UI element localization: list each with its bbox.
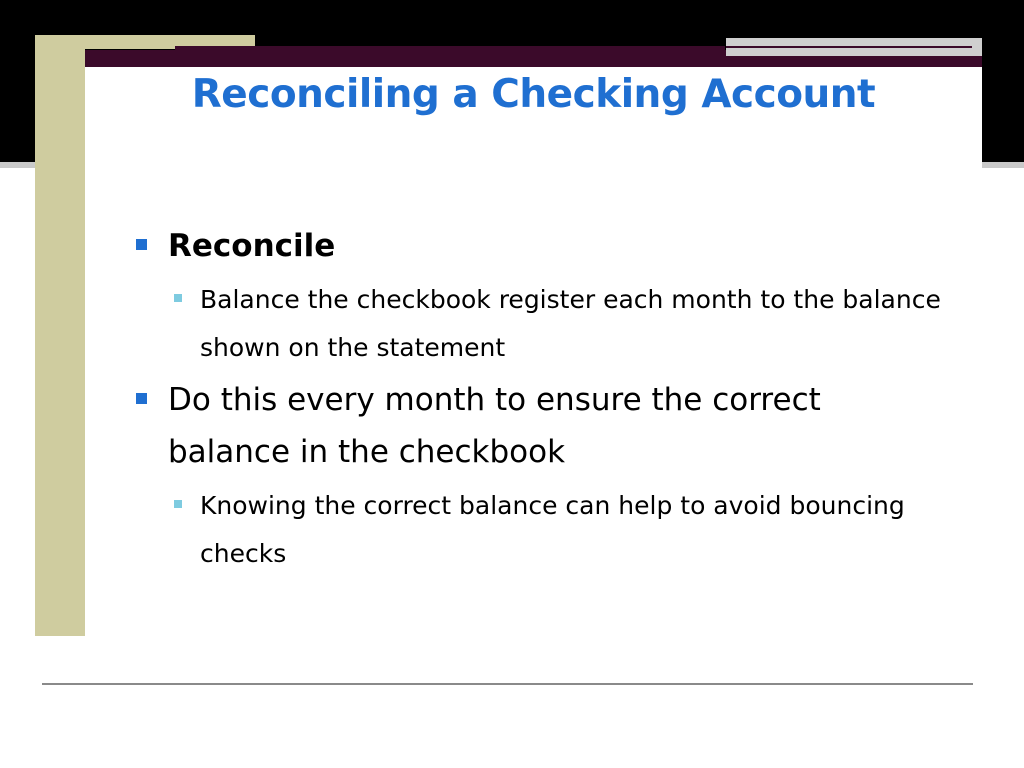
sub-bullet-item	[130, 482, 950, 578]
bullet-text: Do this every month to ensure the correct balance in the checkbook	[168, 382, 821, 470]
small-square-bullet-icon	[174, 294, 182, 302]
bullet-item	[130, 374, 950, 478]
square-bullet-icon	[136, 393, 147, 404]
sub-bullet-text: Balance the checkbook register each month to the balance shown on the statement	[200, 285, 941, 362]
small-square-bullet-icon	[174, 500, 182, 508]
bullet-text: Reconcile	[168, 228, 336, 264]
sub-bullet-text: Knowing the correct balance can help to avoid bouncing checks	[200, 491, 905, 568]
bullet-item	[130, 220, 950, 272]
square-bullet-icon	[136, 239, 147, 250]
left-tan-strip	[35, 35, 85, 636]
bottom-divider	[42, 683, 973, 685]
slide-body	[130, 220, 950, 580]
grey-bar-line	[726, 46, 972, 48]
slide-title: Reconciling a Checking Account	[191, 72, 876, 117]
sub-bullet-item	[130, 276, 950, 372]
